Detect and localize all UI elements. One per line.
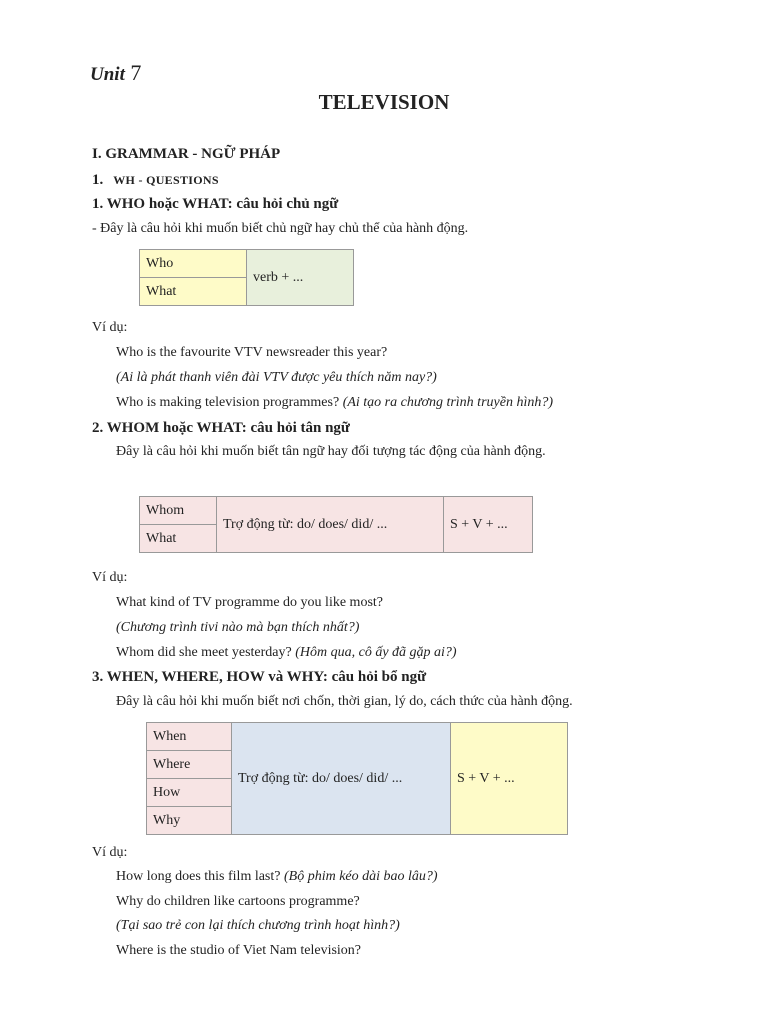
table-cell-aux: Trợ động từ: do/ does/ did/ ... xyxy=(232,723,451,835)
example-translation: (Bộ phim kéo dài bao lâu?) xyxy=(284,869,438,884)
table-cell-when: When xyxy=(147,723,232,751)
subsection-label: WH - QUESTIONS xyxy=(113,173,219,187)
example-text: Who is making television programmes? xyxy=(116,395,340,410)
example-line xyxy=(116,645,457,661)
page-title: TELEVISION xyxy=(318,90,450,114)
table-cell-what: What xyxy=(140,278,247,306)
example-line xyxy=(116,395,553,411)
example-line xyxy=(116,869,438,885)
table-cell-where: Where xyxy=(147,751,232,779)
table-cell-who: Who xyxy=(140,250,247,278)
heading-who-what: 1. WHO hoặc WHAT: câu hỏi chủ ngữ xyxy=(92,196,339,212)
heading-when-where-how-why: 3. WHEN, WHERE, HOW và WHY: câu hỏi bổ ngữ xyxy=(92,669,427,685)
example-line: Who is the favourite VTV newsreader this year? xyxy=(116,345,388,360)
example-translation: (Tại sao trẻ con lại thích chương trình hoạt hình?) xyxy=(116,918,400,933)
table-when-where-how-why xyxy=(146,722,568,835)
table-cell-formula: S + V + ... xyxy=(444,497,533,553)
example-text: How long does this film last? xyxy=(116,869,281,884)
table-cell-why: Why xyxy=(147,807,232,835)
desc-when-where-how-why: Đây là câu hỏi khi muốn biết nơi chốn, thời gian, lý do, cách thức của hành động. xyxy=(116,694,573,709)
example-translation: (Ai tạo ra chương trình truyền hình?) xyxy=(342,395,553,410)
table-who-what xyxy=(139,249,354,306)
example-translation: (Chương trình tivi nào mà bạn thích nhất?) xyxy=(116,620,360,635)
subsection-wh-questions xyxy=(92,171,219,189)
example-line: Where is the studio of Viet Nam television? xyxy=(116,943,362,958)
table-cell-formula: S + V + ... xyxy=(451,723,568,835)
table-cell-how: How xyxy=(147,779,232,807)
table-cell-aux: Trợ động từ: do/ does/ did/ ... xyxy=(217,497,444,553)
example-translation: (Ai là phát thanh viên đài VTV được yêu thích năm nay?) xyxy=(116,370,437,385)
unit-word: Unit xyxy=(90,64,125,85)
example-line: Why do children like cartoons programme? xyxy=(116,894,360,909)
unit-heading xyxy=(90,60,141,86)
desc-whom-what: Đây là câu hỏi khi muốn biết tân ngữ hay đối tượng tác động của hành động. xyxy=(116,444,546,459)
example-label: Ví dụ: xyxy=(92,320,128,335)
table-whom-what xyxy=(139,496,533,553)
example-line: What kind of TV programme do you like most? xyxy=(116,595,383,610)
example-translation: (Hôm qua, cô ấy đã gặp ai?) xyxy=(295,645,457,660)
example-label: Ví dụ: xyxy=(92,570,128,585)
subsection-number: 1. xyxy=(92,172,104,188)
heading-whom-what: 2. WHOM hoặc WHAT: câu hỏi tân ngữ xyxy=(92,420,350,436)
unit-number: 7 xyxy=(130,60,142,85)
example-text: Whom did she meet yesterday? xyxy=(116,645,292,660)
desc-who-what: - Đây là câu hỏi khi muốn biết chủ ngữ hay chủ thể của hành động. xyxy=(92,221,469,236)
table-cell-what: What xyxy=(140,525,217,553)
table-cell-verb: verb + ... xyxy=(247,250,354,306)
table-cell-whom: Whom xyxy=(140,497,217,525)
example-label: Ví dụ: xyxy=(92,845,128,860)
section-heading-grammar: I. GRAMMAR - NGỮ PHÁP xyxy=(92,146,281,162)
